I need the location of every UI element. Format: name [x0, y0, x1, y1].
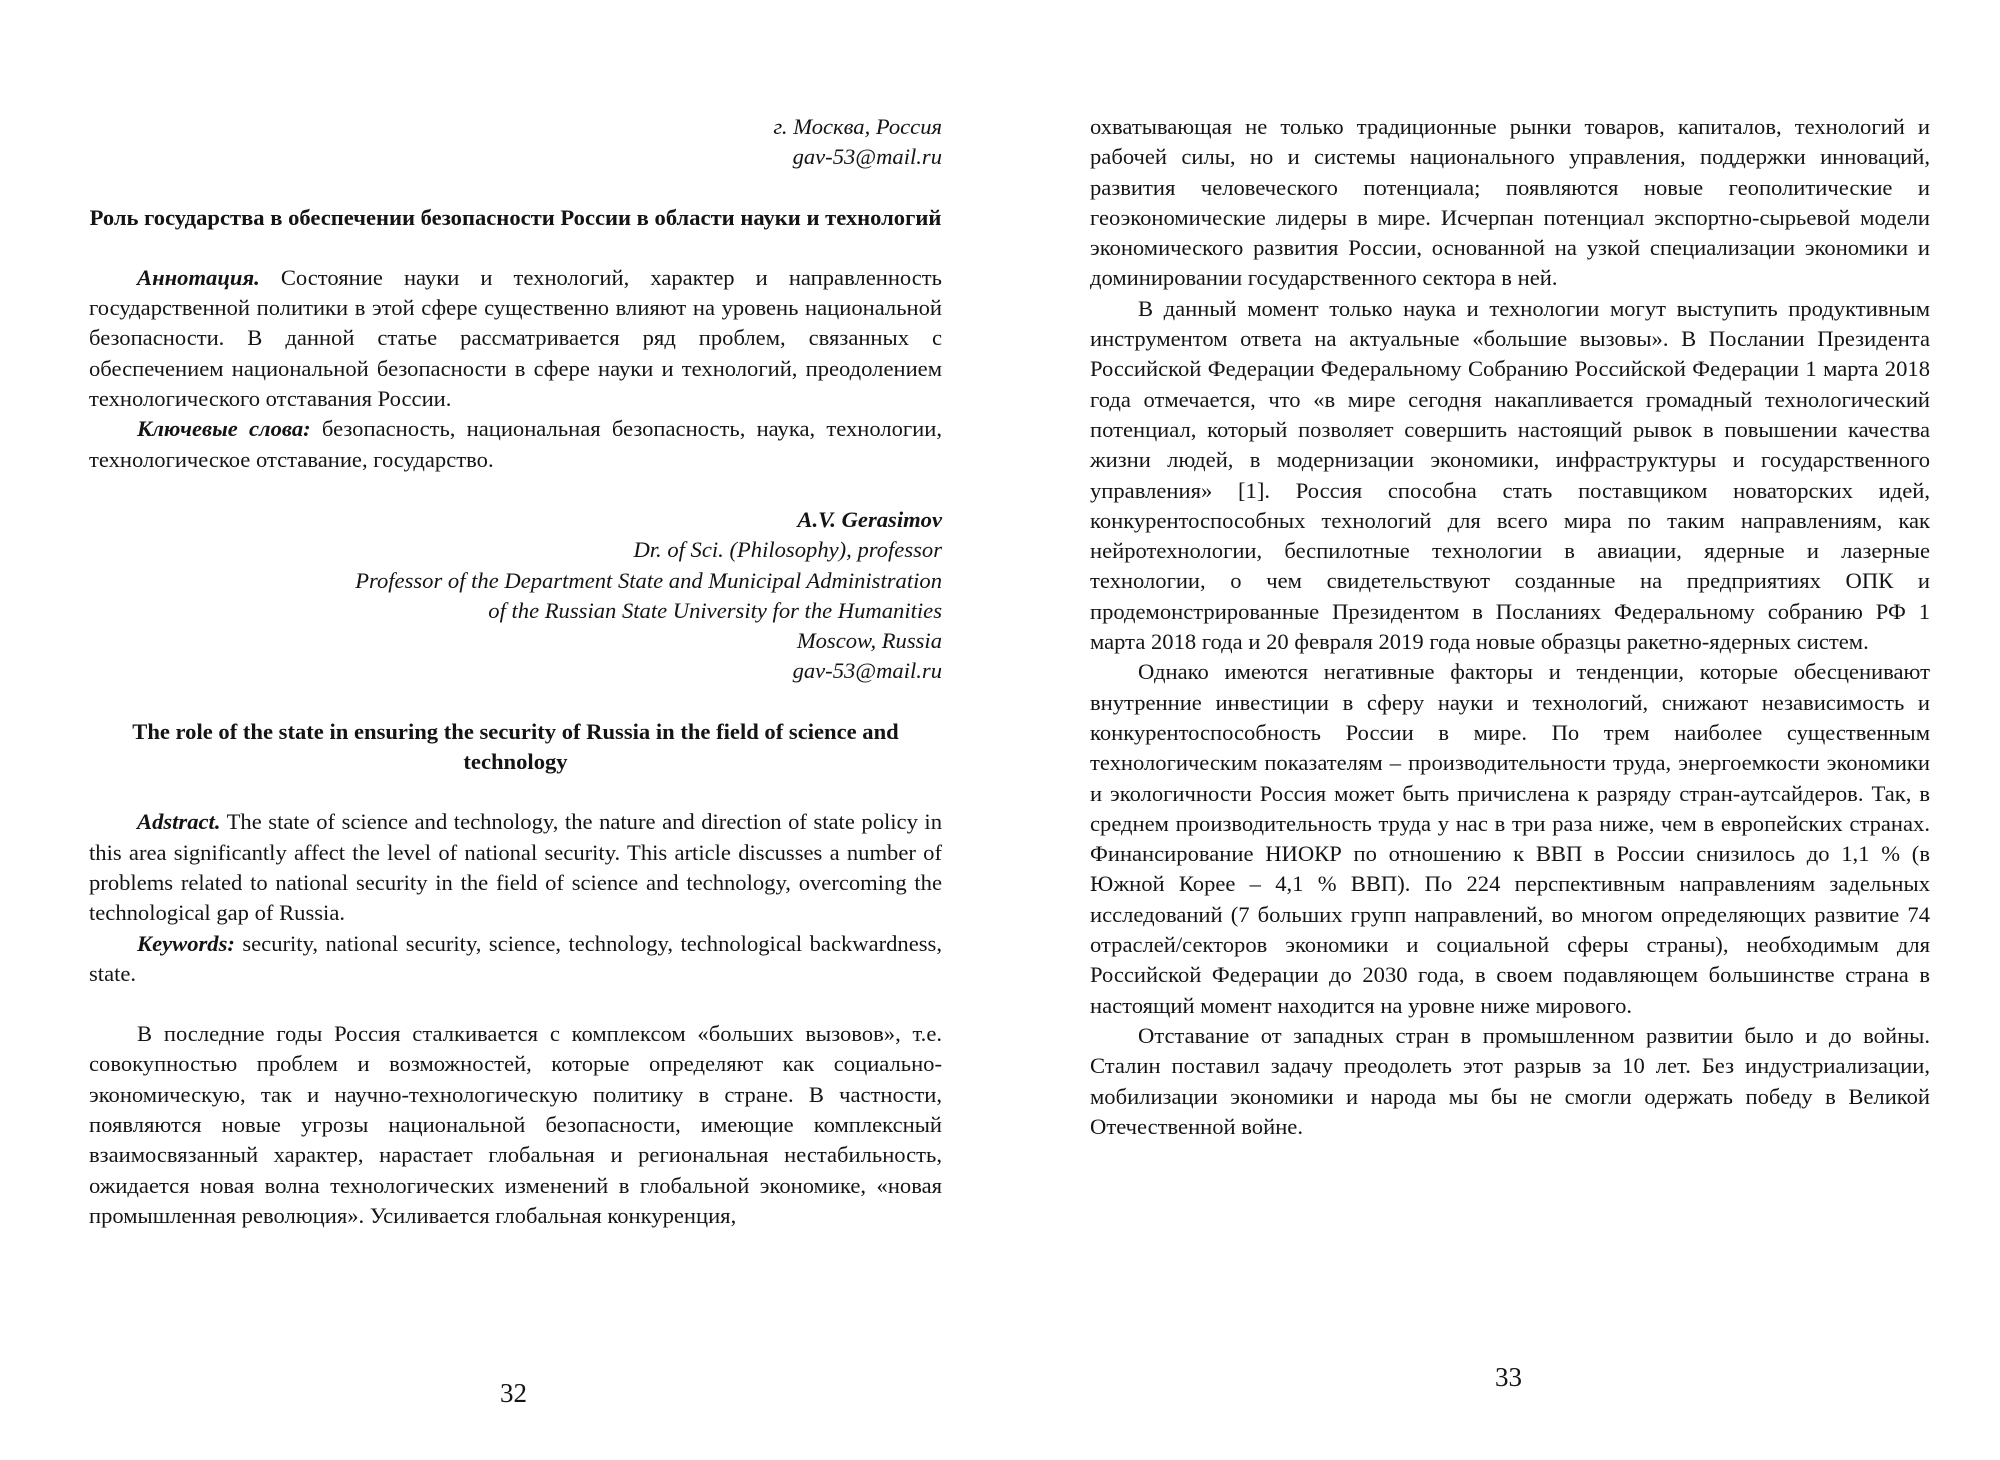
en-author-block — [89, 505, 942, 687]
ru-email: gav-53@mail.ru — [792, 144, 942, 170]
left-page-column — [89, 112, 942, 1231]
en-author-position-2: of the Russian State University for the Humanities — [488, 597, 942, 623]
en-title: The role of the state in ensuring the security of Russia in the field of science and technology — [132, 718, 899, 775]
page-number: 32 — [500, 1378, 527, 1408]
en-author-city: Moscow, Russia — [796, 628, 942, 654]
page-number: 33 — [1495, 1362, 1522, 1392]
ru-city: г. Москва, Россия — [773, 114, 942, 139]
ru-abstract-label: Аннотация. — [137, 264, 260, 290]
body-paragraph: В данный момент только наука и технологии могут выступить продуктивным инструментом ответа на актуальные «большие вызовы». В Послании Президента Российской Федерации Федеральному Собранию Российской Федерации 1 марта 2018 года отмечается, что «в мире сегодня накапливается громадный технологический потенциал, который позволяет совершить настоящий рывок в повышении качества жизни людей, в модернизации экономики, инфраструктуры и государственного управления» [1]. Россия способна стать поставщиком новаторских идей, конкурентоспособных технологий для всего мира по таким направлениям, как нейротехнологии, беспилотные технологии в авиации, ядерные и лазерные технологии, о чем свидетельствуют созданные на предприятиях ОПК и продемонстрированные Президентом в Посланиях Федеральному собранию РФ 1 марта 2018 года и 20 февраля 2019 года новые образцы ракетно-ядерных систем. — [1090, 295, 1930, 655]
ru-keywords — [89, 414, 942, 475]
body-paragraph: Отставание от западных стран в промышленном развитии было и до войны. Сталин поставил задачу преодолеть этот разрыв за 10 лет. Без индустриализации, мобилизации экономики и народа мы бы не смогли одержать победу в Великой Отечественной войне. — [1090, 1022, 1930, 1139]
en-author-email: gav-53@mail.ru — [792, 658, 942, 684]
right-page-column — [1090, 112, 1930, 1142]
en-abstract — [89, 807, 942, 928]
body-paragraph: В последние годы Россия сталкивается с комплексом «больших вызовов», т.е. совокупностью проблем и возможностей, которые определяют как социально-экономическую, так и научно-технологическую политику в стране. В частности, появляются новые угрозы национальной безопасности, имеющие комплексный взаимосвязанный характер, нарастает глобальная и региональная нестабильность, ожидается новая волна технологических изменений в глобальной экономике, «новая промышленная революция». Усиливается глобальная конкуренция, — [89, 1021, 942, 1228]
en-author-degree: Dr. of Sci. (Philosophy), professor — [633, 537, 942, 563]
en-abstract-label: Adstract. — [137, 809, 221, 835]
ru-abstract-text: Состояние науки и технологий, характер и направленность государственной политики в этой сфере существенно влияют на уровень национальной безопасности. В данной статье рассматривается ряд проблем, связанных с обеспечением национальной безопасности в сфере науки и технологий, преодолением технологического отставания России. — [89, 264, 942, 412]
ru-title: Роль государства в обеспечении безопасности России в области науки и технологий — [89, 204, 942, 230]
en-author-name: A.V. Gerasimov — [797, 506, 942, 532]
en-keywords-label: Keywords: — [137, 930, 235, 956]
ru-abstract — [89, 263, 942, 414]
en-author-position-1: Professor of the Department State and Municipal Administration — [355, 567, 942, 593]
body-paragraph: Однако имеются негативные факторы и тенденции, которые обесценивают внутренние инвестиции в сферу науки и технологий, снижают независимость и конкурентоспособность России в мире. По трем наиболее существенным технологическим показателям – производительности труда, энергоемкости экономики и экологичности Россия может быть причислена к разряду стран-аутсайдеров. Так, в среднем производительность труда у нас в три раза ниже, чем в европейских странах. Финансирование НИОКР по отношению к ВВП в России снизилось до 1,1 % (в Южной Корее – 4,1 % ВВП). По 224 перспективным направлениям задельных исследований (7 больших групп направлений, во многом определяющих развитие 74 отраслей/секторов экономики и социальной сферы страны), необходимым для Российской Федерации до 2030 года, в своем подавляющем большинстве страна в настоящий момент находится на уровне ниже мирового. — [1090, 659, 1930, 1018]
en-keywords-text: security, national security, science, technology, technological backwardness, state. — [89, 930, 942, 986]
body-paragraph: охватывающая не только традиционные рынки товаров, капиталов, технологий и рабочей силы, но и системы национального управления, поддержки инноваций, развития человеческого потенциала; появляются новые геополитические и геоэкономические лидеры в мире. Исчерпан потенциал экспортно-сырьевой модели экономического развития России, основанной на узкой специализации экономики и доминировании государственного сектора в ней. — [1090, 114, 1930, 291]
en-keywords — [89, 929, 942, 990]
right-page — [1000, 0, 2000, 1460]
ru-keywords-label: Ключевые слова: — [137, 416, 311, 442]
ru-affiliation — [89, 112, 942, 173]
en-abstract-text: The state of science and technology, the nature and direction of state policy in this area significantly affect the level of national security. This article discusses a number of problems related to national security in the field of science and technology, overcoming the technological gap of Russia. — [89, 809, 942, 926]
ru-keywords-text: безопасность, национальная безопасность, наука, технологии, технологическое отставание, государство. — [89, 416, 942, 472]
